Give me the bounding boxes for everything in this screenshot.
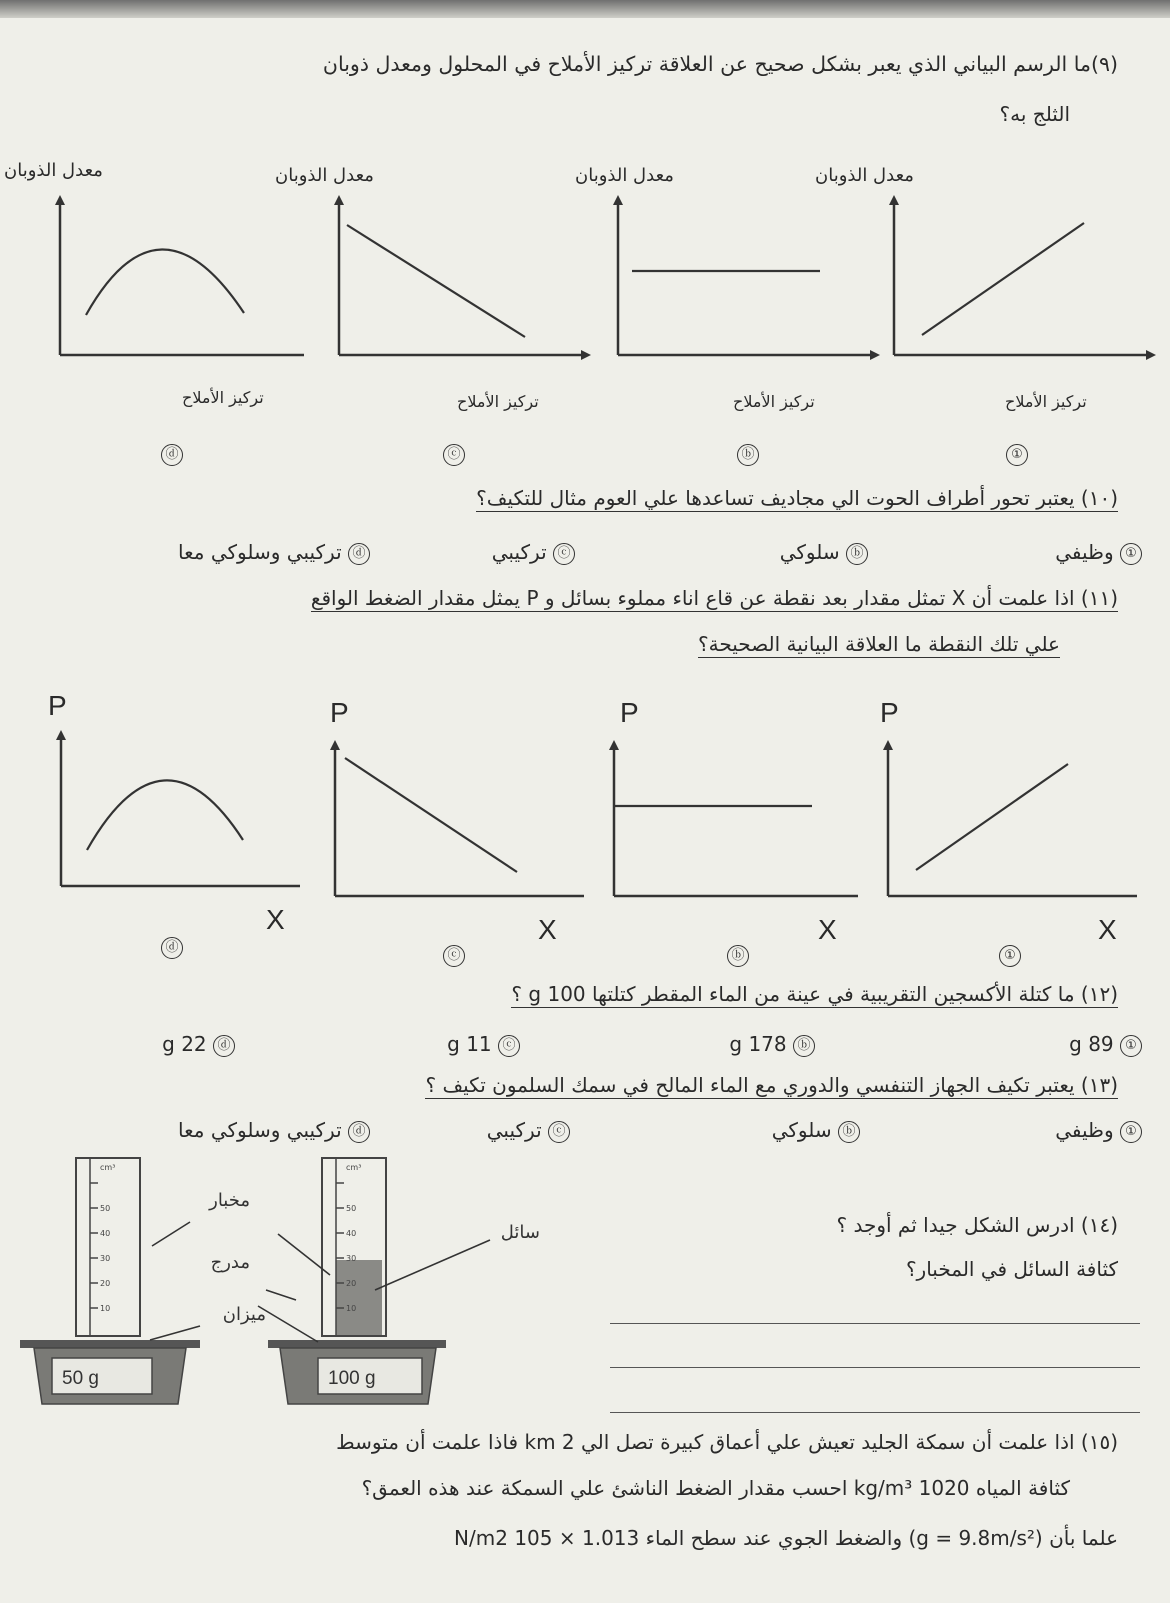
q13-choice-a-label: وظيفي	[1055, 1118, 1114, 1142]
q10-choice-c-marker: ⓒ	[553, 543, 575, 565]
q12-choice-d-label: 22 g	[162, 1032, 207, 1056]
q14-left-tick-30: 30	[100, 1254, 111, 1263]
q14-right-tick-20: 20	[346, 1279, 357, 1288]
q14-line2: كثافة السائل في المخبار؟	[905, 1257, 1118, 1281]
q14-left-cylinder-ticks	[90, 1183, 98, 1308]
q14-left-tick-10: 10	[100, 1304, 111, 1313]
q11-g1-marker: ①	[999, 945, 1021, 967]
q12-choice-c-label: 11 g	[447, 1032, 492, 1056]
q12-choice-b[interactable]	[729, 1032, 815, 1057]
q10-choice-d-label: تركيبي وسلوكي معا	[178, 540, 342, 564]
q11-graph-3	[329, 740, 589, 905]
q14-left-unit: cm³	[100, 1163, 116, 1172]
q14-answer-line-1	[610, 1323, 1140, 1324]
q11-line2-label: علي تلك النقطة ما العلاقة البيانية الصحيحة؟	[698, 632, 1060, 656]
q9-g3-y-label: معدل الذوبان	[275, 165, 374, 186]
q12-choice-c-marker: ⓒ	[498, 1035, 520, 1057]
q10-choice-c[interactable]	[492, 540, 575, 565]
q10-choice-a-marker: ①	[1120, 543, 1142, 565]
q13-choice-b-label: سلوكي	[771, 1118, 832, 1142]
q15-line1: (١٥) اذا علمت أن سمكة الجليد تعيش علي أعماق كبيرة تصل الي 2 km فاذا علمت أن متوسط	[336, 1430, 1118, 1454]
q9-g1-marker: ①	[1006, 444, 1028, 466]
q13-choice-a[interactable]	[1055, 1118, 1142, 1143]
q9-graph-1	[888, 195, 1158, 365]
q10-choice-d[interactable]	[178, 540, 370, 565]
q13-choice-a-marker: ①	[1120, 1121, 1142, 1143]
q9-line2: الثلج به؟	[999, 102, 1070, 126]
q9-g2-x-label: تركيز الأملاح	[733, 392, 815, 411]
q14-left-tick-20: 20	[100, 1279, 111, 1288]
q9-graph-2	[612, 195, 882, 365]
q14-right-tick-50: 50	[346, 1204, 357, 1213]
q14-label-graduated: مدرج	[210, 1252, 250, 1273]
q10-choice-b-marker: ⓑ	[846, 543, 868, 565]
q11-graph-4	[55, 730, 315, 895]
q12-text	[511, 982, 1118, 1006]
q9-g3-marker: ⓒ	[443, 444, 465, 466]
q11-graph-1	[882, 740, 1142, 905]
q13-choice-c-label: تركيبي	[486, 1118, 542, 1142]
q9-g1-x-label: تركيز الأملاح	[1005, 392, 1087, 411]
q13-choice-b-marker: ⓑ	[838, 1121, 860, 1143]
q14-label-cylinder: مخبار	[209, 1190, 250, 1211]
q10-choice-b[interactable]	[780, 540, 868, 565]
q11-line1-label: (١١) اذا علمت أن X تمثل مقدار بعد نقطة عن قاع اناء مملوء بسائل و P يمثل مقدار الضغط الواقع	[310, 586, 1118, 610]
q14-right-scale-pan	[268, 1340, 446, 1348]
q11-g4-y-label: P	[48, 690, 67, 721]
q9-line1: (٩)ما الرسم البياني الذي يعبر بشكل صحيح عن العلاقة تركيز الأملاح في المحلول ومعدل ذوبان	[322, 52, 1118, 76]
q14-left-tick-40: 40	[100, 1229, 111, 1238]
q10-text-label: (١٠) يعتبر تحور أطراف الحوت الي مجاديف تساعدها علي العوم مثال للتكيف؟	[476, 486, 1118, 510]
q12-choice-a-label: 89 g	[1069, 1032, 1114, 1056]
q12-choice-b-label: 178 g	[729, 1032, 787, 1056]
q11-g3-x-label: X	[538, 914, 557, 945]
q14-label-liquid: سائل	[500, 1222, 540, 1243]
q12-choice-a[interactable]	[1069, 1032, 1142, 1057]
q13-choice-c[interactable]	[487, 1118, 570, 1143]
q12-choice-c[interactable]	[447, 1032, 520, 1057]
q10-text	[476, 486, 1118, 510]
q9-g4-x-label: تركيز الأملاح	[182, 388, 264, 407]
q10-choice-b-label: سلوكي	[779, 540, 840, 564]
q14-label-scale: ميزان	[222, 1304, 266, 1325]
q13-choice-c-marker: ⓒ	[548, 1121, 570, 1143]
q9-g3-x-label: تركيز الأملاح	[457, 392, 539, 411]
q11-g4-marker: ⓓ	[161, 937, 183, 959]
q14-answer-line-2	[610, 1367, 1140, 1368]
q12-choice-b-marker: ⓑ	[793, 1035, 815, 1057]
q10-choice-d-marker: ⓓ	[348, 543, 370, 565]
q11-line2	[698, 632, 1060, 656]
q9-graph-3	[333, 195, 603, 365]
q11-g3-y-label: P	[330, 697, 349, 728]
q14-apparatus	[0, 1150, 560, 1415]
q13-text-label: (١٣) يعتبر تكيف الجهاز التنفسي والدوري مع الماء المالح في سمك السلمون تكيف ؟	[425, 1073, 1118, 1097]
q12-text-label: (١٢) ما كتلة الأكسجين التقريبية في عينة من الماء المقطر كتلتها 100 g ؟	[511, 982, 1118, 1006]
q9-graph-4	[54, 195, 324, 365]
q11-line1	[311, 586, 1118, 610]
q12-choice-a-marker: ①	[1120, 1035, 1142, 1057]
q14-right-unit: cm³	[346, 1163, 362, 1172]
q14-line1: (١٤) ادرس الشكل جيدا ثم أوجد ؟	[836, 1213, 1118, 1237]
q13-choice-d-label: تركيبي وسلوكي معا	[178, 1118, 342, 1142]
q11-g2-marker: ⓑ	[727, 945, 749, 967]
q14-left-tick-50: 50	[100, 1204, 111, 1213]
q14-right-tick-40: 40	[346, 1229, 357, 1238]
q9-g2-marker: ⓑ	[737, 444, 759, 466]
q13-choice-b[interactable]	[772, 1118, 860, 1143]
q11-g2-y-label: P	[620, 697, 639, 728]
q14-left-scale-reading: 50 g	[62, 1368, 99, 1389]
q14-answer-line-3	[610, 1412, 1140, 1413]
q14-right-tick-10: 10	[346, 1304, 357, 1313]
q14-right-liquid	[336, 1260, 382, 1336]
q13-choice-d[interactable]	[178, 1118, 370, 1143]
q11-graph-2	[608, 740, 868, 905]
q11-g2-x-label: X	[818, 914, 837, 945]
q12-choice-d-marker: ⓓ	[213, 1035, 235, 1057]
q10-choice-c-label: تركيبي	[491, 540, 547, 564]
q14-left-scale-pan	[20, 1340, 200, 1348]
q14-right-scale-reading: 100 g	[328, 1368, 376, 1389]
q9-g1-y-label: معدل الذوبان	[815, 165, 914, 186]
q15-line3: علما بأن (g = 9.8m/s²) والضغط الجوي عند سطح الماء 1.013 × 105 N/m2	[454, 1526, 1118, 1550]
q15-line2: كثافة المياه 1020 kg/m³ احسب مقدار الضغط الناشئ علي السمكة عند هذه العمق؟	[361, 1476, 1070, 1500]
q11-g1-x-label: X	[1098, 914, 1117, 945]
q9-g4-marker: ⓓ	[161, 444, 183, 466]
q13-choice-d-marker: ⓓ	[348, 1121, 370, 1143]
q9-g4-y-label: معدل الذوبان	[4, 160, 103, 181]
q11-g4-x-label: X	[266, 904, 285, 935]
q10-choice-a[interactable]	[1055, 540, 1142, 565]
q10-choice-a-label: وظيفي	[1055, 540, 1114, 564]
q9-g2-y-label: معدل الذوبان	[575, 165, 674, 186]
q14-right-tick-30: 30	[346, 1254, 357, 1263]
q12-choice-d[interactable]	[162, 1032, 235, 1057]
q11-g3-marker: ⓒ	[443, 945, 465, 967]
q13-text	[425, 1073, 1118, 1097]
top-strip	[0, 0, 1170, 18]
q11-g1-y-label: P	[880, 697, 899, 728]
